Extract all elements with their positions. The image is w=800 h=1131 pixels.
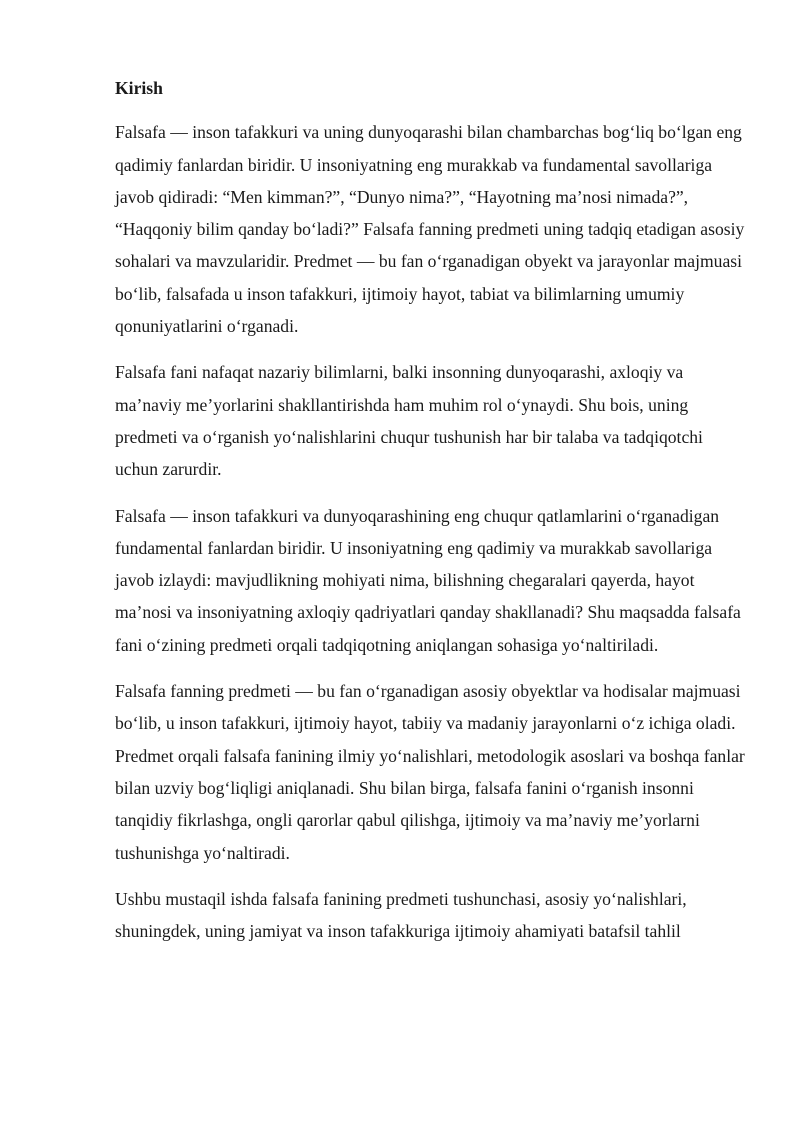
paragraph-4: Falsafa fanning predmeti — bu fan o‘rganadigan asosiy obyektlar va hodisalar majmuasi bo‘lib, u inson tafakkuri, ijtimoiy hayot, tabiiy va madaniy jarayonlarni o‘z ichiga oladi. Predmet orqali falsafa fanining ilmiy yo‘nalishlari, metodologik asoslari va boshqa fanlar bilan uzviy bog‘liqligi aniqlanadi. Shu bilan birga, falsafa fanini o‘rganish insonni tanqidiy fikrlashga, ongli qarorlar qabul qilishga, ijtimoiy va ma’naviy me’yorlarni tushunishga yo‘naltiradi. — [115, 681, 745, 863]
paragraph-2: Falsafa fani nafaqat nazariy bilimlarni, balki insonning dunyoqarashi, axloqiy va ma’naviy me’yorlarini shakllantirishda ham muhim rol o‘ynaydi. Shu bois, uning predmeti va o‘rganish yo‘nalishlarini chuqur tushunish har bir talaba va tadqiqotchi uchun zarurdir. — [115, 362, 703, 480]
paragraph-5: Ushbu mustaqil ishda falsafa fanining predmeti tushunchasi, asosiy yo‘nalishlari, shuningdek, uning jamiyat va inson tafakkuriga ijtimoiy ahamiyati batafsil tahlil — [115, 888, 687, 942]
paragraph-1: Falsafa — inson tafakkuri va uning dunyoqarashi bilan chambarchas bog‘liq bo‘lgan eng qadimiy fanlardan biridir. U insoniyatning eng murakkab va fundamental savollariga javob qidiradi: “Men kimman?”, “Dunyo nima?”, “Hayotning ma’nosi nimada?”, “Haqqoniy bilim qanday bo‘ladi?” Falsafa fanning predmeti uning tadqiq etadigan asosiy sohalari va mavzularidir. Predmet — bu fan o‘rganadigan obyekt va jarayonlar majmuasi bo‘lib, falsafada u inson tafakkuri, ijtimoiy hayot, tabiat va bilimlarning umumiy qonuniyatlarini o‘rganadi. — [115, 122, 745, 337]
document-body — [115, 72, 745, 961]
paragraph-3: Falsafa — inson tafakkuri va dunyoqarashining eng chuqur qatlamlarini o‘rganadigan fundamental fanlardan biridir. U insoniyatning eng qadimiy va murakkab savollariga javob izlaydi: mavjudlikning mohiyati nima, bilishning chegaralari qayerda, hayot ma’nosi va insoniyatning axloqiy qadriyatlari qanday shakllanadi? Shu maqsadda falsafa fani o‘zining predmeti orqali tadqiqotning aniqlangan sohasiga yo‘naltiriladi. — [115, 505, 741, 655]
section-heading: Kirish — [115, 78, 163, 98]
